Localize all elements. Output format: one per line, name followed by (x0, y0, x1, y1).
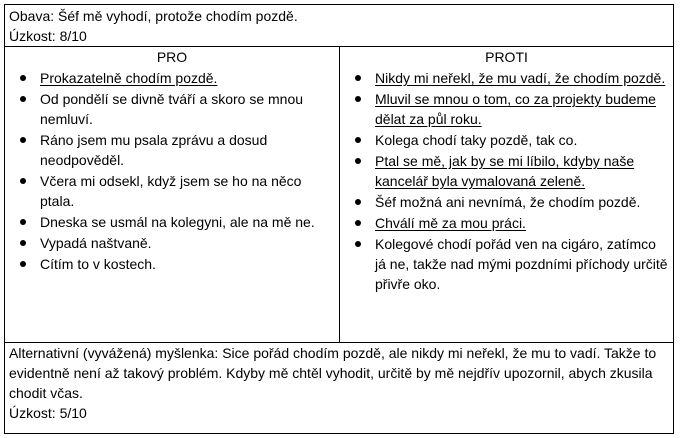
list-item (344, 68, 669, 88)
pro-item-text: Prokazatelně chodím pozdě. (40, 70, 218, 86)
proti-item-text: Kolegové chodí pořád ven na cigáro, zatímco já ne, takže nad mými pozdními příchody určitě přivře oko. (375, 236, 668, 292)
list-item (9, 254, 335, 274)
list-item (344, 192, 669, 212)
list-item (9, 212, 335, 232)
anxiety-after: Úzkost: 5/10 (9, 405, 87, 421)
anxiety-before: Úzkost: 8/10 (9, 28, 87, 44)
situation-text: Obava: Šéf mě vyhodí, protože chodím pozdě. (9, 8, 298, 24)
proti-item-text: Kolega chodí taky pozdě, tak co. (375, 132, 578, 148)
list-item (344, 234, 669, 294)
list-item (9, 68, 335, 88)
alternative-thought: Alternativní (vyvážená) myšlenka: Sice pořád chodím pozdě, ale nikdy mi neřekl, že mu to vadí. Takže to evidentně není až takový problém. Kdyby mě chtěl vyhodit, určitě by mě nejdřív upozornil, abych zkusila chodit včas. (9, 345, 657, 401)
list-item (9, 233, 335, 253)
list-item (9, 171, 335, 211)
proti-column (340, 47, 673, 342)
proti-list (344, 68, 669, 294)
alternative-cell (5, 343, 673, 423)
thought-record-table (4, 4, 674, 434)
pro-item-text: Vypadá naštvaně. (40, 235, 152, 251)
pro-item-text: Cítím to v kostech. (40, 256, 156, 272)
pro-list (9, 68, 335, 274)
pro-item-text: Ráno jsem mu psala zprávu a dosud neodpověděl. (40, 132, 268, 168)
situation-cell (5, 5, 673, 47)
list-item (9, 130, 335, 170)
proti-item-text: Ptal se mě, jak by se mi líbilo, kdyby naše kancelář byla vymalovaná zeleně. (375, 153, 635, 189)
proti-item-text: Mluvil se mnou o tom, co za projekty budeme dělat za půl roku. (375, 91, 656, 127)
proti-item-text: Nikdy mi neřekl, že mu vadí, že chodím pozdě. (375, 70, 666, 86)
pro-header: PRO (156, 49, 188, 65)
list-item (344, 213, 669, 233)
pro-column (5, 47, 340, 342)
list-item (344, 130, 669, 150)
proti-item-text: Šéf možná ani nevnímá, že chodím pozdě. (375, 194, 641, 210)
proti-item-text: Chválí mě za mou práci. (375, 215, 526, 231)
list-item (344, 89, 669, 129)
pro-item-text: Dneska se usmál na kolegyni, ale na mě ne. (40, 214, 315, 230)
proti-header: PROTI (485, 49, 528, 65)
list-item (9, 89, 335, 129)
list-item (344, 151, 669, 191)
pro-item-text: Od pondělí se divně tváří a skoro se mnou nemluví. (40, 91, 304, 127)
evidence-columns (5, 47, 673, 343)
pro-item-text: Včera mi odsekl, když jsem se ho na něco ptala. (40, 173, 302, 209)
